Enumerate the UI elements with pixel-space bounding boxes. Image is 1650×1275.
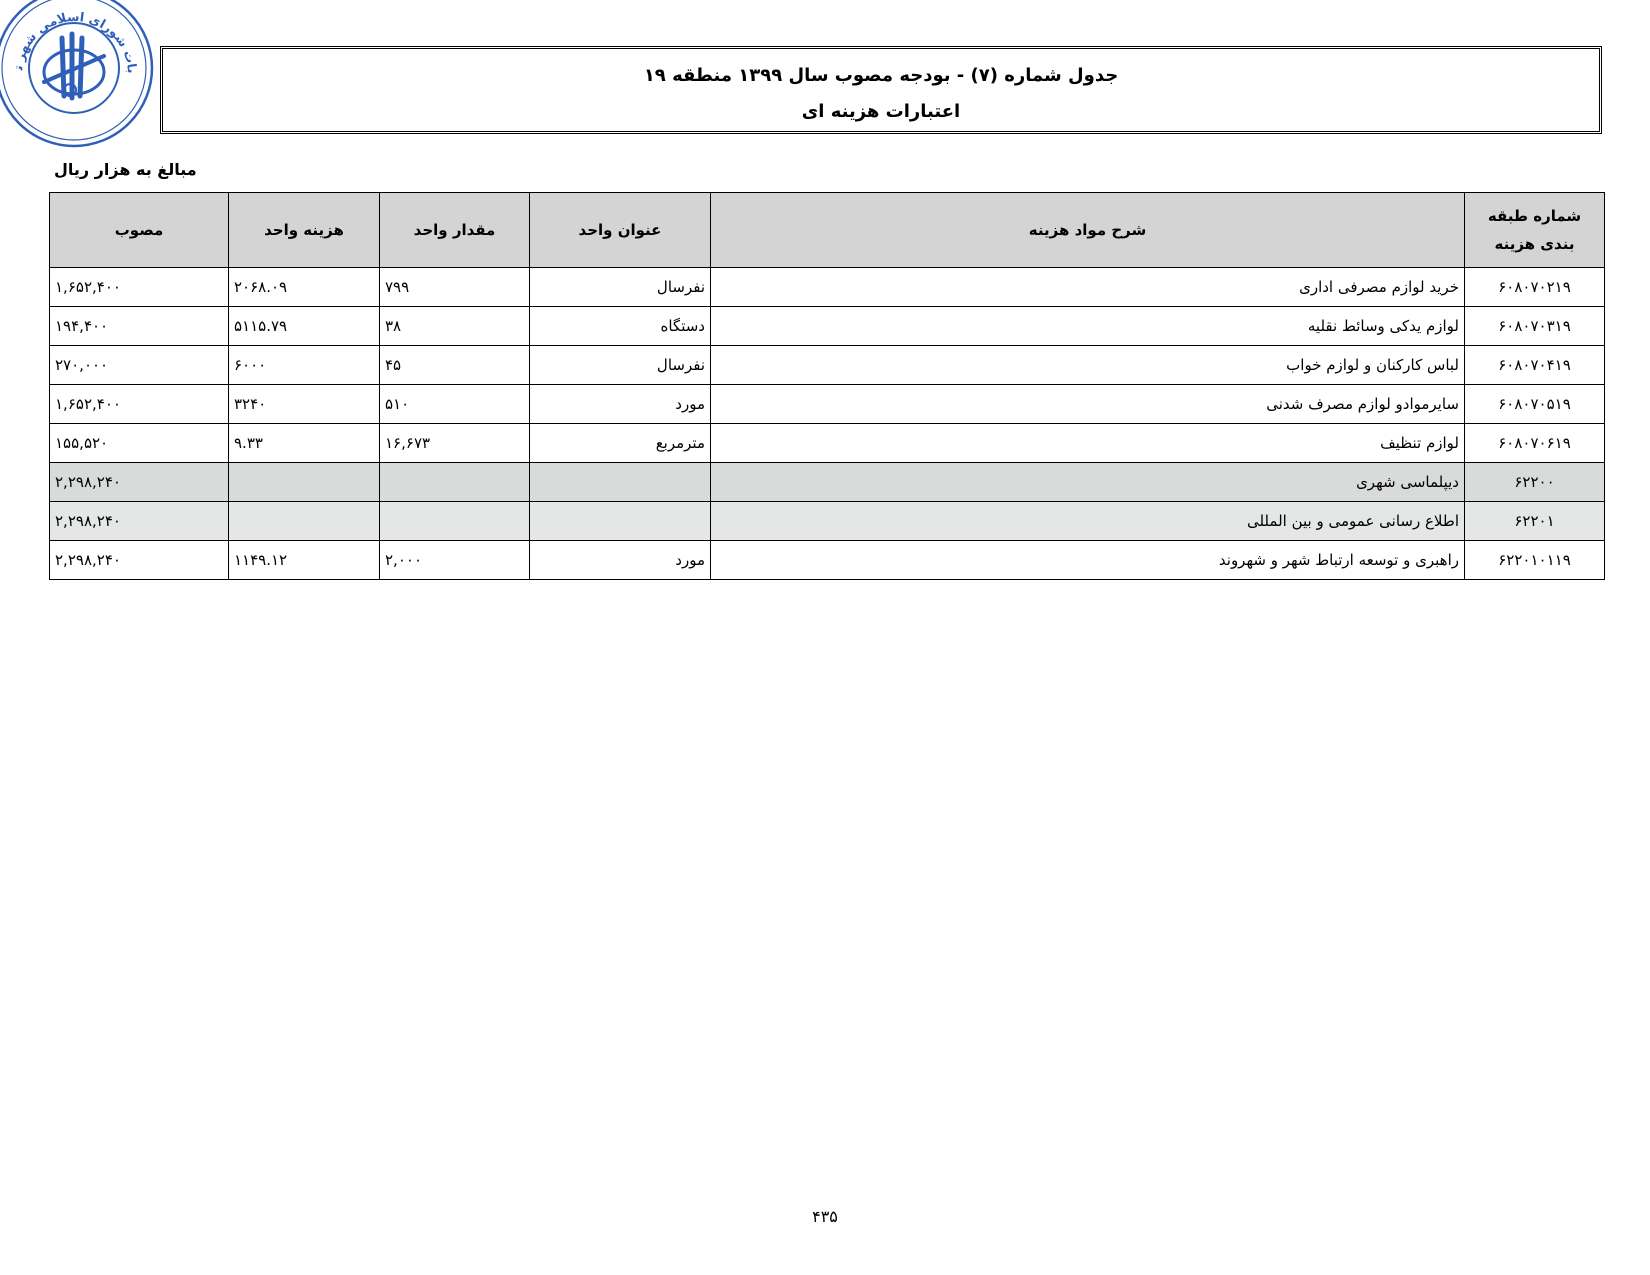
cell-code: ۶۲۲۰۰ (1465, 463, 1605, 502)
cell-unit-quantity: ۵۱۰ (380, 385, 530, 424)
cell-unit-title (530, 463, 711, 502)
cell-unit-quantity: ۴۵ (380, 346, 530, 385)
cell-description: لوازم تنظیف (711, 424, 1465, 463)
council-seal-icon (0, 0, 156, 150)
col-header-code: شماره طبقه بندی هزینه (1465, 193, 1605, 268)
cell-unit-title: دستگاه (530, 307, 711, 346)
cell-description: اطلاع رسانی عمومی و بین المللی (711, 502, 1465, 541)
page-number: ۴۳۵ (812, 1207, 838, 1226)
cell-approved: ۱۹۴,۴۰۰ (50, 307, 229, 346)
cell-description: خرید لوازم مصرفی اداری (711, 268, 1465, 307)
cell-approved: ۱۵۵,۵۲۰ (50, 424, 229, 463)
cell-approved: ۱,۶۵۲,۴۰۰ (50, 385, 229, 424)
cell-description: لباس کارکنان و لوازم خواب (711, 346, 1465, 385)
table-row (50, 307, 1605, 346)
cell-approved: ۱,۶۵۲,۴۰۰ (50, 268, 229, 307)
col-header-approved: مصوب (50, 193, 229, 268)
budget-table (49, 192, 1605, 580)
cell-unit-quantity (380, 463, 530, 502)
cell-unit-title: نفرسال (530, 268, 711, 307)
cell-approved: ۲,۲۹۸,۲۴۰ (50, 463, 229, 502)
cell-unit-quantity: ۷۹۹ (380, 268, 530, 307)
table-row (50, 424, 1605, 463)
table-row (50, 346, 1605, 385)
cell-description: راهبری و توسعه ارتباط شهر و شهروند (711, 541, 1465, 580)
title-box (160, 46, 1602, 134)
table-header-row (50, 193, 1605, 268)
table-row (50, 541, 1605, 580)
page-title: جدول شماره (۷) - بودجه مصوب سال ۱۳۹۹ منطقه ۱۹ (643, 65, 1119, 86)
cell-approved: ۲,۲۹۸,۲۴۰ (50, 502, 229, 541)
page-subtitle: اعتبارات هزینه ای (801, 101, 961, 122)
cell-description: سایرموادو لوازم مصرف شدنی (711, 385, 1465, 424)
cell-unit-cost: ۲۰۶۸.۰۹ (229, 268, 380, 307)
cell-code: ۶۰۸۰۷۰۴۱۹ (1465, 346, 1605, 385)
cell-unit-title: نفرسال (530, 346, 711, 385)
col-header-description: شرح مواد هزینه (711, 193, 1465, 268)
cell-code: ۶۲۲۰۱ (1465, 502, 1605, 541)
cell-unit-cost: ۶۰۰۰ (229, 346, 380, 385)
cell-unit-quantity: ۱۶,۶۷۳ (380, 424, 530, 463)
cell-unit-quantity: ۳۸ (380, 307, 530, 346)
col-header-unit-cost: هزینه واحد (229, 193, 380, 268)
cell-unit-cost: ۹.۳۳ (229, 424, 380, 463)
table-row (50, 268, 1605, 307)
cell-approved: ۲,۲۹۸,۲۴۰ (50, 541, 229, 580)
col-header-unit-quantity: مقدار واحد (380, 193, 530, 268)
units-note: مبالغ به هزار ریال (54, 160, 197, 179)
table-row-group-total (50, 463, 1605, 502)
cell-code: ۶۲۲۰۱۰۱۱۹ (1465, 541, 1605, 580)
table-row-subgroup-total (50, 502, 1605, 541)
cell-unit-cost: ۵۱۱۵.۷۹ (229, 307, 380, 346)
cell-code: ۶۰۸۰۷۰۶۱۹ (1465, 424, 1605, 463)
cell-unit-cost: ۱۱۴۹.۱۲ (229, 541, 380, 580)
cell-unit-quantity: ۲,۰۰۰ (380, 541, 530, 580)
cell-code: ۶۰۸۰۷۰۵۱۹ (1465, 385, 1605, 424)
cell-unit-cost (229, 463, 380, 502)
cell-unit-title: مورد (530, 385, 711, 424)
cell-unit-cost: ۳۲۴۰ (229, 385, 380, 424)
col-header-unit-title: عنوان واحد (530, 193, 711, 268)
table-row (50, 385, 1605, 424)
cell-approved: ۲۷۰,۰۰۰ (50, 346, 229, 385)
cell-unit-title: مترمربع (530, 424, 711, 463)
cell-code: ۶۰۸۰۷۰۲۱۹ (1465, 268, 1605, 307)
cell-code: ۶۰۸۰۷۰۳۱۹ (1465, 307, 1605, 346)
cell-unit-title: مورد (530, 541, 711, 580)
svg-text:مصوبات شورای اسلامی شهر تهران: بات شورای اسلامی شهر ت (10, 8, 141, 74)
cell-unit-title (530, 502, 711, 541)
cell-description: دیپلماسی شهری (711, 463, 1465, 502)
cell-unit-cost (229, 502, 380, 541)
cell-description: لوازم یدکی وسائط نقلیه (711, 307, 1465, 346)
cell-unit-quantity (380, 502, 530, 541)
